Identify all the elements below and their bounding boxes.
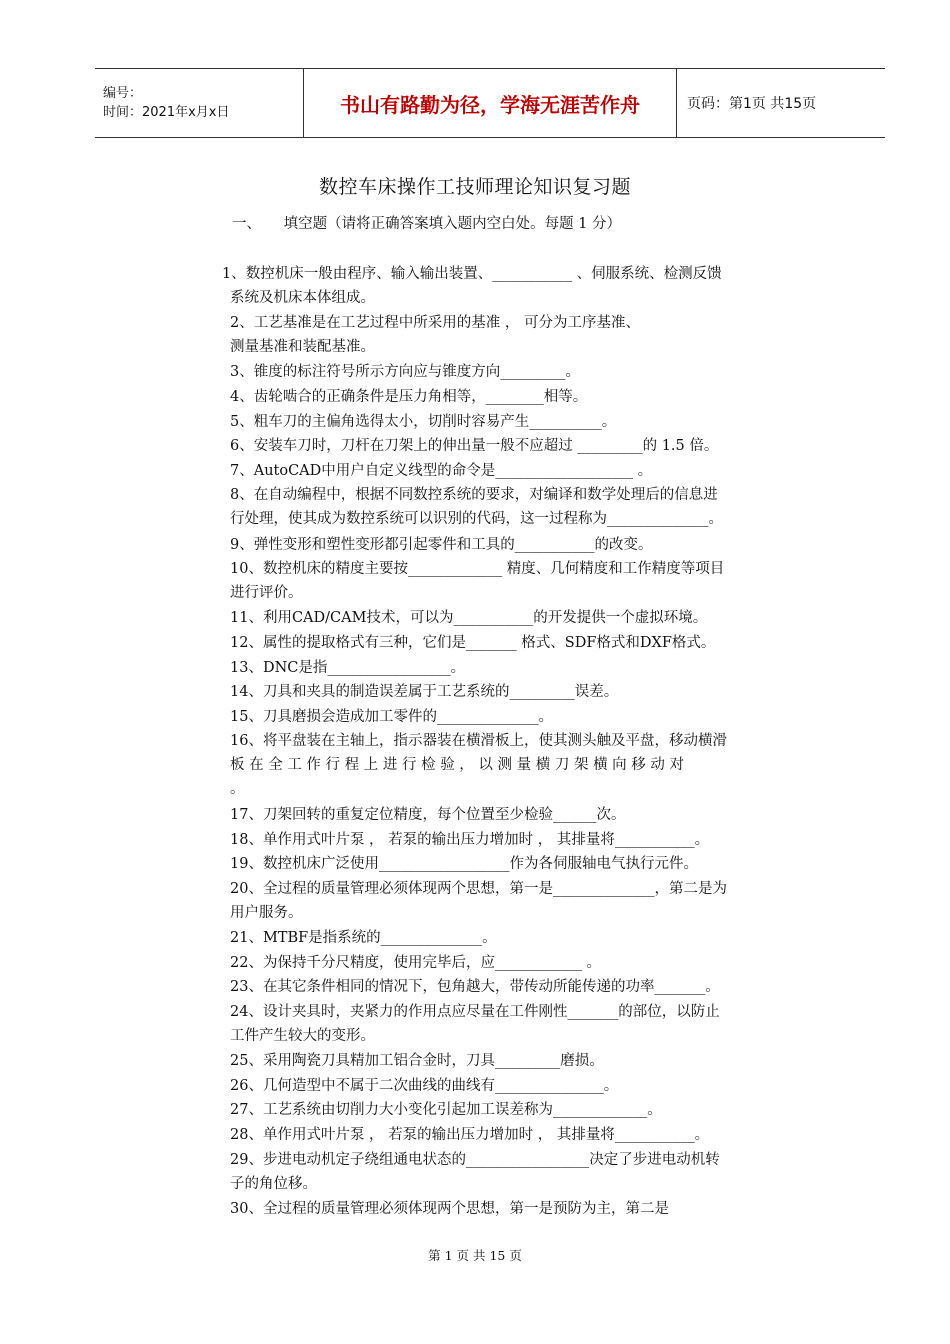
question-item	[230, 434, 808, 458]
question-text: 22、为保持千分尺精度，使用完毕后，应____________ 。	[230, 954, 602, 971]
question-text: 21、MTBF是指系统的______________。	[230, 930, 497, 947]
page-footer: 第 1 页 共 15 页	[428, 1248, 522, 1263]
question-text: 24、设计夹具时，夹紧力的作用点应尽量在工件刚性_______的部位，以防止	[230, 1004, 720, 1020]
question-item	[230, 311, 808, 359]
question-text: 27、工艺系统由切削力大小变化引起加工误差称为_____________。	[230, 1102, 662, 1119]
section-number: 一、	[232, 216, 261, 232]
section-heading	[232, 212, 621, 233]
question-item	[230, 1123, 808, 1147]
question-item	[230, 631, 808, 655]
question-text: 25、采用陶瓷刀具精加工铝合金时，刀具_________磨损。	[230, 1053, 604, 1070]
question-text: 5、粗车刀的主偏角选得太小，切削时容易产生__________。	[230, 413, 617, 430]
question-item	[230, 705, 808, 729]
question-text-continued: 测量基准和装配基准。	[230, 339, 375, 356]
question-text-continued: 进行评价。	[230, 585, 303, 602]
page-title: 数控车床操作工技师理论知识复习题	[318, 176, 631, 198]
question-text: 12、属性的提取格式有三种，它们是_______ 格式、SDF格式和DXF格式。	[230, 635, 716, 651]
question-text: 13、DNC是指_________________。	[230, 659, 466, 676]
question-text: 14、刀具和夹具的制造误差属于工艺系统的_________误差。	[230, 684, 619, 701]
question-text: 6、安装车刀时，刀杆在刀架上的伸出量一般不应超过 _________的 1.5 倍。	[230, 438, 719, 455]
question-text: 3、锥度的标注符号所示方向应与锥度方向_________。	[230, 364, 580, 381]
question-text-continued: 。	[230, 781, 245, 798]
question-item	[230, 951, 808, 975]
question-text: 4、齿轮啮合的正确条件是压力角相等，________相等。	[230, 389, 588, 405]
question-text: 2、工艺基准是在工艺过程中所采用的基准 ， 可分为工序基准、	[230, 315, 640, 332]
question-text: 16、将平盘装在主轴上，指示器装在横滑板上，使其测头触及平盘，移动横滑	[230, 733, 727, 750]
question-item	[230, 410, 808, 434]
question-item	[230, 1098, 808, 1122]
question-item	[230, 975, 808, 999]
question-item	[230, 828, 808, 852]
doc-code-label: 编号：	[103, 86, 143, 101]
question-text: 30、全过程的质量管理必须体现两个思想，第一是预防为主，第二是	[230, 1200, 669, 1217]
question-item	[230, 877, 808, 925]
question-text: 9、弹性变形和塑性变形都引起零件和工具的___________的改变。	[230, 536, 653, 553]
question-text-continued: 系统及机床本体组成。	[230, 290, 375, 306]
question-text: 10、数控机床的精度主要按_____________ 精度、几何精度和工作精度等项目	[230, 561, 725, 578]
question-item	[230, 852, 808, 876]
question-item	[230, 1148, 808, 1196]
question-text: 7、AutoCAD中用户自定义线型的命令是___________________ 。	[230, 462, 653, 479]
question-item	[230, 1074, 808, 1098]
section-instructions: 填空题（请将正确答案填入题内空白处。每题 1 分）	[283, 216, 622, 232]
question-item	[230, 926, 808, 950]
question-text-continued: 用户服务。	[230, 905, 303, 921]
question-item	[230, 803, 808, 827]
question-item	[230, 729, 808, 801]
question-item	[230, 680, 808, 704]
question-item	[230, 606, 808, 630]
question-text-continued: 子的角位移。	[230, 1175, 317, 1192]
question-item	[230, 360, 808, 384]
question-text: 23、在其它条件相同的情况下，包角越大，带传动所能传递的功率_______。	[230, 979, 720, 996]
question-text: 20、全过程的质量管理必须体现两个思想，第一是______________，第二是为	[230, 881, 727, 897]
question-text: 26、几何造型中不属于二次曲线的曲线有_______________。	[230, 1077, 619, 1094]
question-text: 28、单作用式叶片泵 ， 若泵的输出压力增加时 ， 其排量将___________。	[230, 1127, 710, 1143]
question-text-continued: 行处理，使其成为数控系统可以识别的代码，这一过程称为______________。	[230, 511, 723, 528]
question-text-continued: 工件产生较大的变形。	[230, 1028, 375, 1044]
question-item	[230, 1197, 808, 1221]
header-meta	[95, 69, 304, 137]
question-text: 18、单作用式叶片泵 ， 若泵的输出压力增加时 ， 其排量将___________。	[230, 831, 710, 848]
header-motto: 书山有路勤为径，学海无涯苦作舟	[304, 69, 677, 137]
question-text-continued: 板 在 全 工 作 行 程 上 进 行 检 验 ， 以 测 量 横 刀 架 横 向 移 动 对	[230, 757, 685, 774]
question-item	[222, 262, 800, 310]
header-page-info: 页码：第1页 共15页	[687, 96, 817, 112]
page-header	[95, 68, 885, 138]
question-text: 29、步进电动机定子绕组通电状态的_________________决定了步进电动机转	[230, 1151, 720, 1168]
doc-time-label: 时间：2021年x月x日	[103, 105, 230, 120]
question-item	[230, 533, 808, 557]
question-text: 1、数控机床一般由程序、输入输出装置、___________ 、伺服系统、检测反馈	[222, 266, 722, 282]
question-item	[230, 1000, 808, 1048]
question-item	[230, 656, 808, 680]
question-text: 17、刀架回转的重复定位精度，每个位置至少检验______次。	[230, 807, 626, 824]
question-text: 11、利用CAD/CAM技术，可以为___________的开发提供一个虚拟环境。	[230, 610, 708, 627]
question-text: 19、数控机床广泛使用__________________作为各伺服轴电气执行元件。	[230, 856, 698, 873]
question-text: 15、刀具磨损会造成加工零件的______________。	[230, 708, 553, 725]
question-item	[230, 459, 808, 483]
question-item	[230, 557, 808, 605]
question-text: 8、在自动编程中，根据不同数控系统的要求，对编译和数学处理后的信息进	[230, 487, 718, 504]
question-item	[230, 483, 808, 531]
question-item	[230, 1049, 808, 1073]
question-item	[230, 385, 808, 409]
